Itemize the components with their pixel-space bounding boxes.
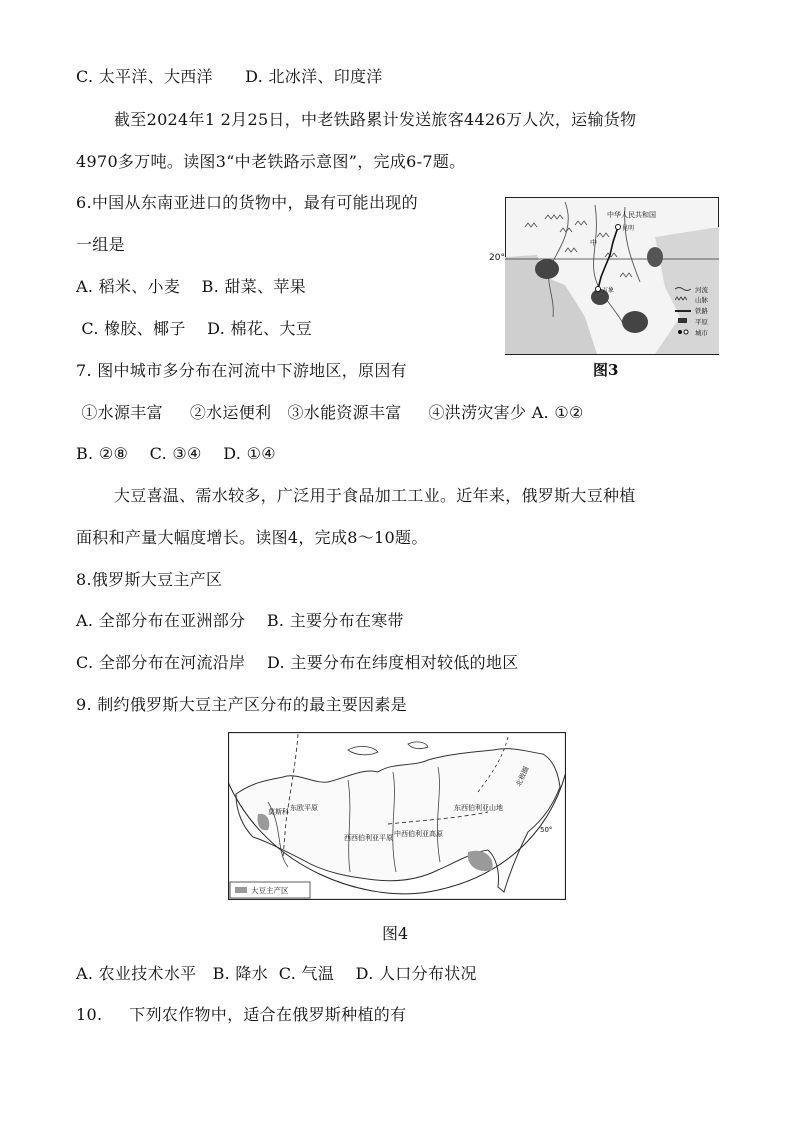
kunming-city [616,225,621,230]
soy-intro-line1: 大豆喜温、需水较多，广泛用于食品加工工业。近年来，俄罗斯大豆种植 [114,486,636,505]
figure4-legend-swatch [235,887,247,893]
label-kunming: 昆明 [622,225,635,232]
label-country: 中华人民共和国 [607,211,656,219]
q9-stem: 9. 制约俄罗斯大豆主产区分布的最主要因素是 [76,695,407,714]
soy-intro-line2: 面积和产量大幅度增长。读图4，完成8～10题。 [76,528,428,547]
q6-options-cd: C. 橡胶、椰子 D. 棉花、大豆 [76,319,313,338]
intro-paragraph-line1: 截至2024年1 2月25日，中老铁路累计发送旅客4426万人次，运输货物 [114,110,637,129]
q7-options: B. ②⑧ C. ③④ D. ①④ [76,444,276,463]
legend-river: 河流 [695,286,708,294]
figure4-legend-label: 大豆主产区 [251,886,289,895]
label-east-siberian-mountains: 东西伯利亚山地 [454,804,503,812]
q6-options-ab: A. 稻米、小麦 B. 甜菜、苹果 [76,277,307,296]
figure3-lat-label: 20° [489,253,505,263]
figure4-svg [228,732,566,900]
plain-1 [535,259,559,279]
q10-stem: 10. 下列农作物中，适合在俄罗斯种植的有 [76,1005,407,1024]
q7-statements: ①水源丰富 ②水运便利 ③水能资源丰富 ④洪涝灾害少 A. ①② [76,403,584,422]
q9-options: A. 农业技术水平 B. 降水 C. 气温 D. 人口分布状况 [76,964,477,983]
legend-railway: 铁路 [695,307,708,315]
legend-plain: 平原 [695,318,708,326]
q7-stem: 7. 图中城市多分布在河流中下游地区，原因有 [76,361,407,380]
label-central-siberian-plateau: 中西伯利亚高原 [394,830,443,838]
figure3-svg [505,197,719,355]
label-arctic-circle: 北极圈 [514,765,531,788]
q6-stem-line1: 6.中国从东南亚进口的货物中，最有可能出现的 [76,193,418,212]
plain-3 [622,311,648,333]
label-china-short: 中 [590,239,597,247]
q6-stem-line2: 一组是 [76,235,125,254]
label-50deg: 50° [540,826,553,834]
q8-options-ab: A. 全部分布在亚洲部分 B. 主要分布在寒带 [76,611,404,630]
label-east-european-plain: 东欧平原 [290,804,318,812]
figure4-caption: 图4 [382,924,409,943]
label-moscow: 莫斯科 [268,808,289,816]
legend-mountain: 山脉 [695,296,708,304]
label-vientiane: 万象 [602,287,615,294]
label-west-siberian-plain: 西西伯利亚平原 [344,834,393,842]
figure3-map [505,197,719,355]
q8-stem: 8.俄罗斯大豆主产区 [76,570,223,589]
figure4-map [228,732,566,900]
plain-4 [647,247,663,267]
figure3-caption: 图3 [593,361,619,379]
vientiane-city [596,287,601,292]
legend-city: 城市 [695,329,708,337]
q5-options-cd: C. 太平洋、大西洋 D. 北冰洋、印度洋 [76,67,383,86]
intro-paragraph-line2: 4970多万吨。读图3“中老铁路示意图”，完成6-7题。 [76,152,466,171]
q8-options-cd: C. 全部分布在河流沿岸 D. 主要分布在纬度相对较低的地区 [76,653,519,672]
